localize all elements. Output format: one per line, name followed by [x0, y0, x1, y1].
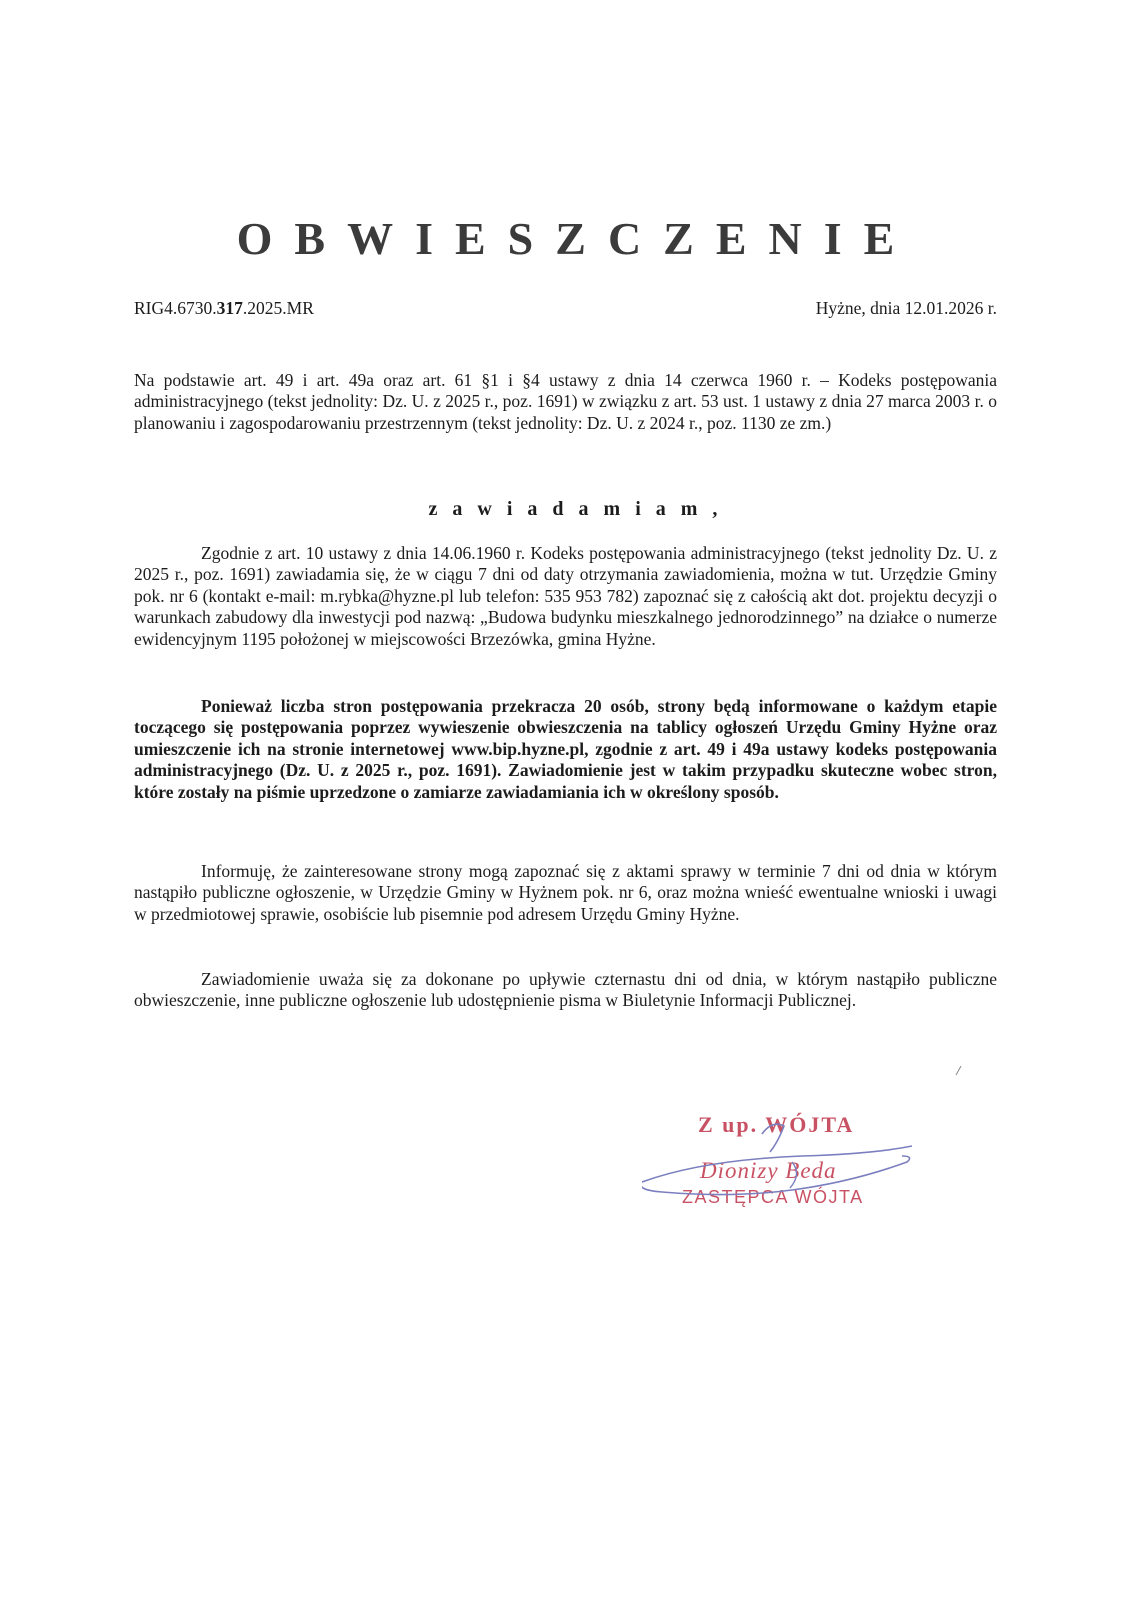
reference-prefix: RIG4.6730. — [134, 298, 217, 318]
notify-heading: zawiadamiam, — [428, 498, 733, 520]
stray-pen-mark — [953, 1064, 963, 1078]
signature-name: Dionizy Beda — [700, 1158, 837, 1183]
reference-number — [134, 298, 314, 319]
parties-notice-paragraph: Ponieważ liczba stron postępowania przekracza 20 osób, strony będą informowane o każdym etapie toczącego się postępowania poprzez wywieszenie obwieszczenia na tablicy ogłoszeń Urzędu Gminy Hyżne oraz umieszczenie ich na stronie internetowej www.bip.hyzne.pl, zgodnie z art. 49 i 49a ustawy kodeks postępowania administracyjnego (Dz. U. z 2025 r., poz. 1691). Zawiadomienie jest w takim przypadku skuteczne wobec stron, które zostały na piśmie uprzedzone o zamiarze zawiadamiania ich w określony sposób. — [134, 696, 997, 802]
reference-suffix: .2025.MR — [242, 298, 314, 318]
delivery-paragraph: Zawiadomienie uważa się za dokonane po upływie czternastu dni od dnia, w którym nastąpiło publiczne obwieszczenie, inne publiczne ogłoszenie lub udostępnienie pisma w Biuletynie Informacji Publicznej. — [134, 969, 997, 1011]
legal-basis-paragraph: Na podstawie art. 49 i art. 49a oraz art. 61 §1 i §4 ustawy z dnia 14 czerwca 1960 r. – Kodeks postępowania administracyjnego (tekst jednolity: Dz. U. z 2025 r., poz. 1691) w związku z art. 53 ust. 1 ustawy z dnia 27 marca 2003 r. o planowaniu i zagospodarowaniu przestrzennym (tekst jednolity: Dz. U. z 2024 r., poz. 1130 ze zm.) — [134, 370, 997, 433]
reference-bold: 317 — [216, 298, 243, 318]
signature-stamp — [642, 1112, 942, 1222]
notice-paragraph: Zgodnie z art. 10 ustawy z dnia 14.06.1960 r. Kodeks postępowania administracyjnego (tekst jednolity Dz. U. z 2025 r., poz. 1691) zawiadamia się, że w ciągu 7 dni od daty otrzymania zawiadomienia, można w tut. Urzędzie Gminy pok. nr 6 (kontakt e-mail: m.rybka@hyzne.pl lub telefon: 535 953 782) zapoznać się z całością akt dot. projektu decyzji o warunkach zabudowy dla inwestycji pod nazwą: „Budowa budynku mieszkalnego jednorodzinnego” na działce o numerze ewidencyjnym 1195 położonej w miejscowości Brzezówka, gmina Hyżne. — [134, 543, 997, 649]
signature-role: ZASTĘPCA WÓJTA — [682, 1187, 864, 1207]
handwritten-signature — [642, 1112, 942, 1222]
signature-authority-line: Z up. WÓJTA — [698, 1112, 855, 1137]
document-title: OBWIESZCZENIE — [236, 213, 917, 264]
place-date: Hyżne, dnia 12.01.2026 r. — [815, 298, 997, 318]
review-files-paragraph: Informuję, że zainteresowane strony mogą zapoznać się z aktami sprawy w terminie 7 dni od dnia w którym nastąpiło publiczne ogłoszenie, w Urzędzie Gminy w Hyżnem pok. nr 6, oraz można wnieść ewentualne wnioski i uwagi w przedmiotowej sprawie, osobiście lub pisemnie pod adresem Urzędu Gminy Hyżne. — [134, 861, 997, 924]
